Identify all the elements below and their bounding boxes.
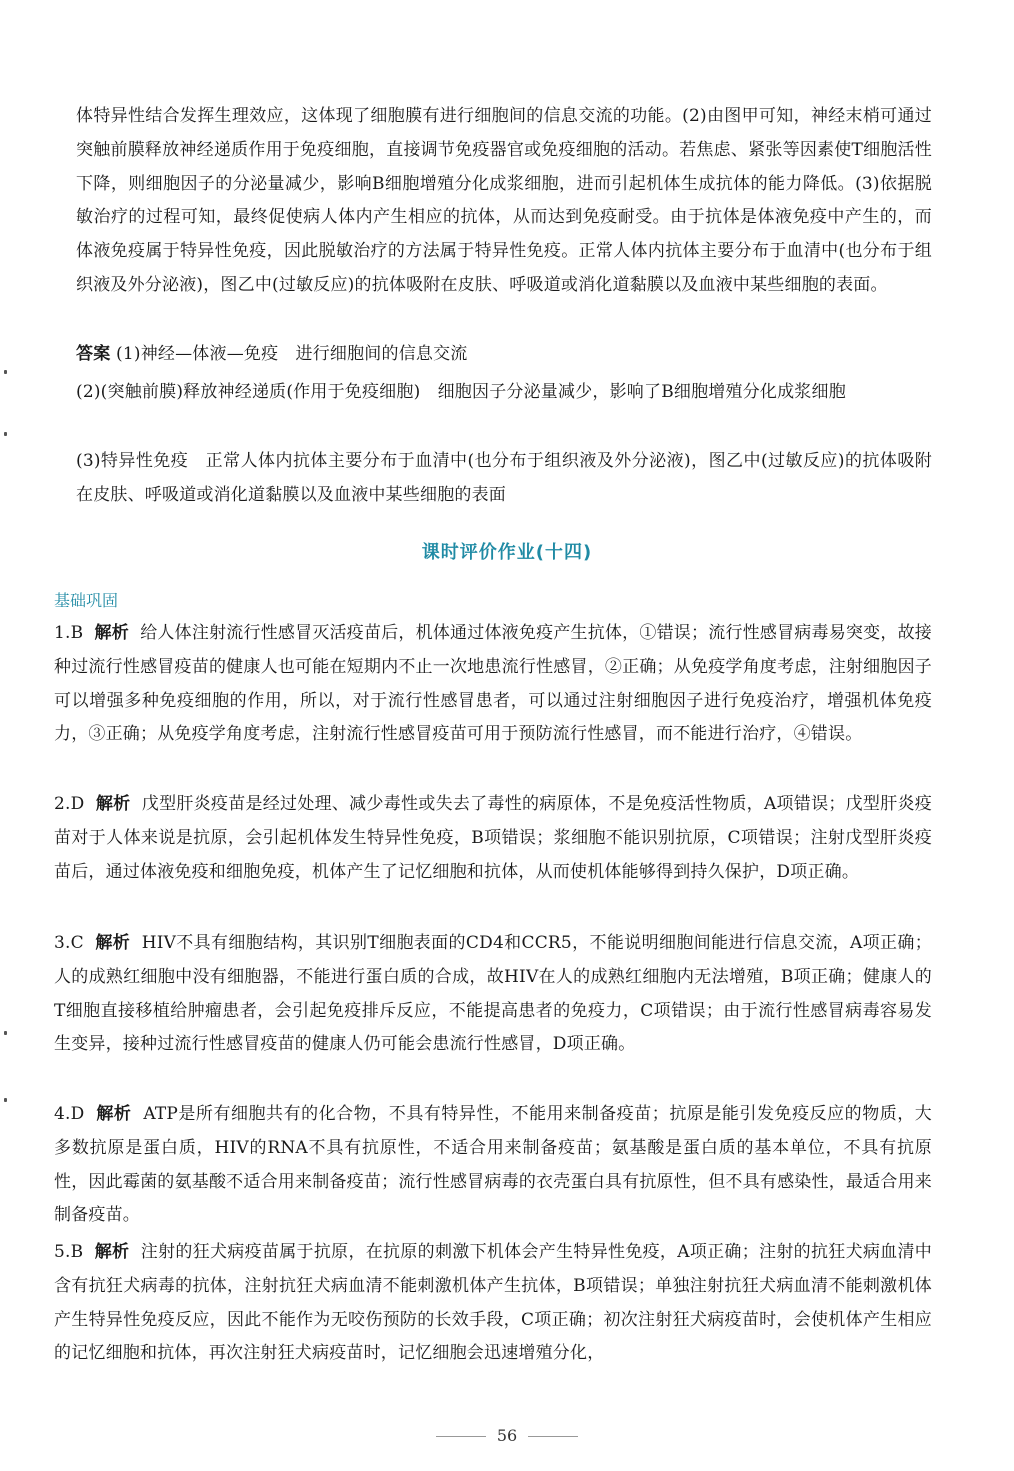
item-label: 解析	[96, 1104, 132, 1124]
item-text: 给人体注射流行性感冒灭活疫苗后，机体通过体液免疫产生抗体，①错误；流行性感冒病毒易突变，故接种过流行性感冒疫苗的健康人也可能在短期内不止一次地患流行性感冒，②正确；从免疫学角度考虑，注射细胞因子可以增强多种免疫细胞的作用，所以，对于流行性感冒患者，可以通过注射细胞因子进行免疫治疗，增强机体免疫力，③正确；从免疫学角度考虑，注射流行性感冒疫苗可用于预防流行性感冒，而不能进行治疗，④错误。	[54, 623, 932, 745]
item-number: 5.B	[54, 1242, 84, 1262]
answer-line-2: (2)(突触前膜)释放神经递质(作用于免疫细胞) 细胞因子分泌量减少，影响了B细胞增殖分化成浆细胞	[76, 382, 846, 402]
page-footer	[0, 1426, 1014, 1445]
scan-mark	[4, 432, 7, 436]
item-text: 戊型肝炎疫苗是经过处理、减少毒性或失去了毒性的病原体，不是免疫活性物质，A项错误；戊型肝炎疫苗对于人体来说是抗原，会引起机体发生特异性免疫，B项错误；浆细胞不能识别抗原，C项错误；注射戊型肝炎疫苗后，通过体液免疫和细胞免疫，机体产生了记忆细胞和抗体，从而使机体能够得到持久保护，D项正确。	[54, 794, 932, 882]
page-number: 56	[496, 1426, 518, 1445]
item-number: 3.C	[54, 933, 84, 953]
scan-mark	[4, 370, 7, 374]
scan-mark	[4, 1098, 7, 1102]
item-number: 4.D	[54, 1104, 85, 1124]
item-label: 解析	[94, 1242, 130, 1262]
item-number: 2.D	[54, 794, 85, 814]
explanation-paragraph: 体特异性结合发挥生理效应，这体现了细胞膜有进行细胞间的信息交流的功能。(2)由图甲可知，神经末梢可通过突触前膜释放神经递质作用于免疫细胞，直接调节免疫器官或免疫细胞的活动。若焦虑、紧张等因素使T细胞活性下降，则细胞因子的分泌量减少，影响B细胞增殖分化成浆细胞，进而引起机体生成抗体的能力降低。(3)依据脱敏治疗的过程可知，最终促使病人体内产生相应的抗体，从而达到免疫耐受。由于抗体是体液免疫中产生的，而体液免疫属于特异性免疫，因此脱敏治疗的方法属于特异性免疫。正常人体内抗体主要分布于血清中(也分布于组织液及外分泌液)，图乙中(过敏反应)的抗体吸附在皮肤、呼吸道或消化道黏膜以及血液中某些细胞的表面。	[76, 106, 932, 295]
item-label: 解析	[95, 794, 131, 814]
answer-label: 答案	[76, 344, 111, 364]
item-label: 解析	[94, 623, 129, 643]
item-text: ATP是所有细胞共有的化合物，不具有特异性，不能用来制备疫苗；抗原是能引发免疫反应的物质，大多数抗原是蛋白质，HIV的RNA不具有抗原性，不适合用来制备疫苗；氨基酸是蛋白质的基本单位，不具有抗原性，因此霉菌的氨基酸不适合用来制备疫苗；流行性感冒病毒的衣壳蛋白具有抗原性，但不具有感染性，最适合用来制备疫苗。	[54, 1104, 933, 1226]
answer-line-3: (3)特异性免疫 正常人体内抗体主要分布于血清中(也分布于组织液及外分泌液)，图乙中(过敏反应)的抗体吸附在皮肤、呼吸道或消化道黏膜以及血液中某些细胞的表面	[76, 451, 932, 505]
scan-mark	[4, 1031, 7, 1035]
item-label: 解析	[95, 933, 131, 953]
item-text: HIV不具有细胞结构，其识别T细胞表面的CD4和CCR5，不能说明细胞间能进行信息交流，A项正确；人的成熟红细胞中没有细胞器，不能进行蛋白质的合成，故HIV在人的成熟红细胞内无法增殖，B项正确；健康人的T细胞直接移植给肿瘤患者，会引起免疫排斥反应，不能提高患者的免疫力，C项错误；由于流行性感冒病毒容易发生变异，接种过流行性感冒疫苗的健康人仍可能会患流行性感冒，D项正确。	[54, 933, 932, 1055]
list-item	[54, 927, 932, 1062]
section-title: 课时评价作业(十四)	[421, 542, 593, 563]
list-item	[54, 1236, 932, 1371]
item-text: 注射的狂犬病疫苗属于抗原，在抗原的刺激下机体会产生特异性免疫，A项正确；注射的抗狂犬病血清中含有抗狂犬病毒的抗体，注射抗狂犬病血清不能刺激机体产生抗体，B项错误；单独注射抗狂犬病血清不能刺激机体产生特异性免疫反应，因此不能作为无咬伤预防的长效手段，C项正确；初次注射狂犬病疫苗时，会使机体产生相应的记忆细胞和抗体，再次注射狂犬病疫苗时，记忆细胞会迅速增殖分化，	[54, 1242, 932, 1364]
footer-rule-left	[436, 1436, 486, 1437]
answer-line-1: (1)神经—体液—免疫 进行细胞间的信息交流	[116, 344, 468, 364]
section-heading: 基础巩固	[54, 591, 119, 610]
list-item	[54, 617, 932, 752]
list-item	[54, 1098, 932, 1233]
answer-block	[76, 338, 932, 372]
item-number: 1.B	[54, 623, 84, 643]
list-item	[54, 788, 932, 889]
footer-rule-right	[528, 1436, 578, 1437]
